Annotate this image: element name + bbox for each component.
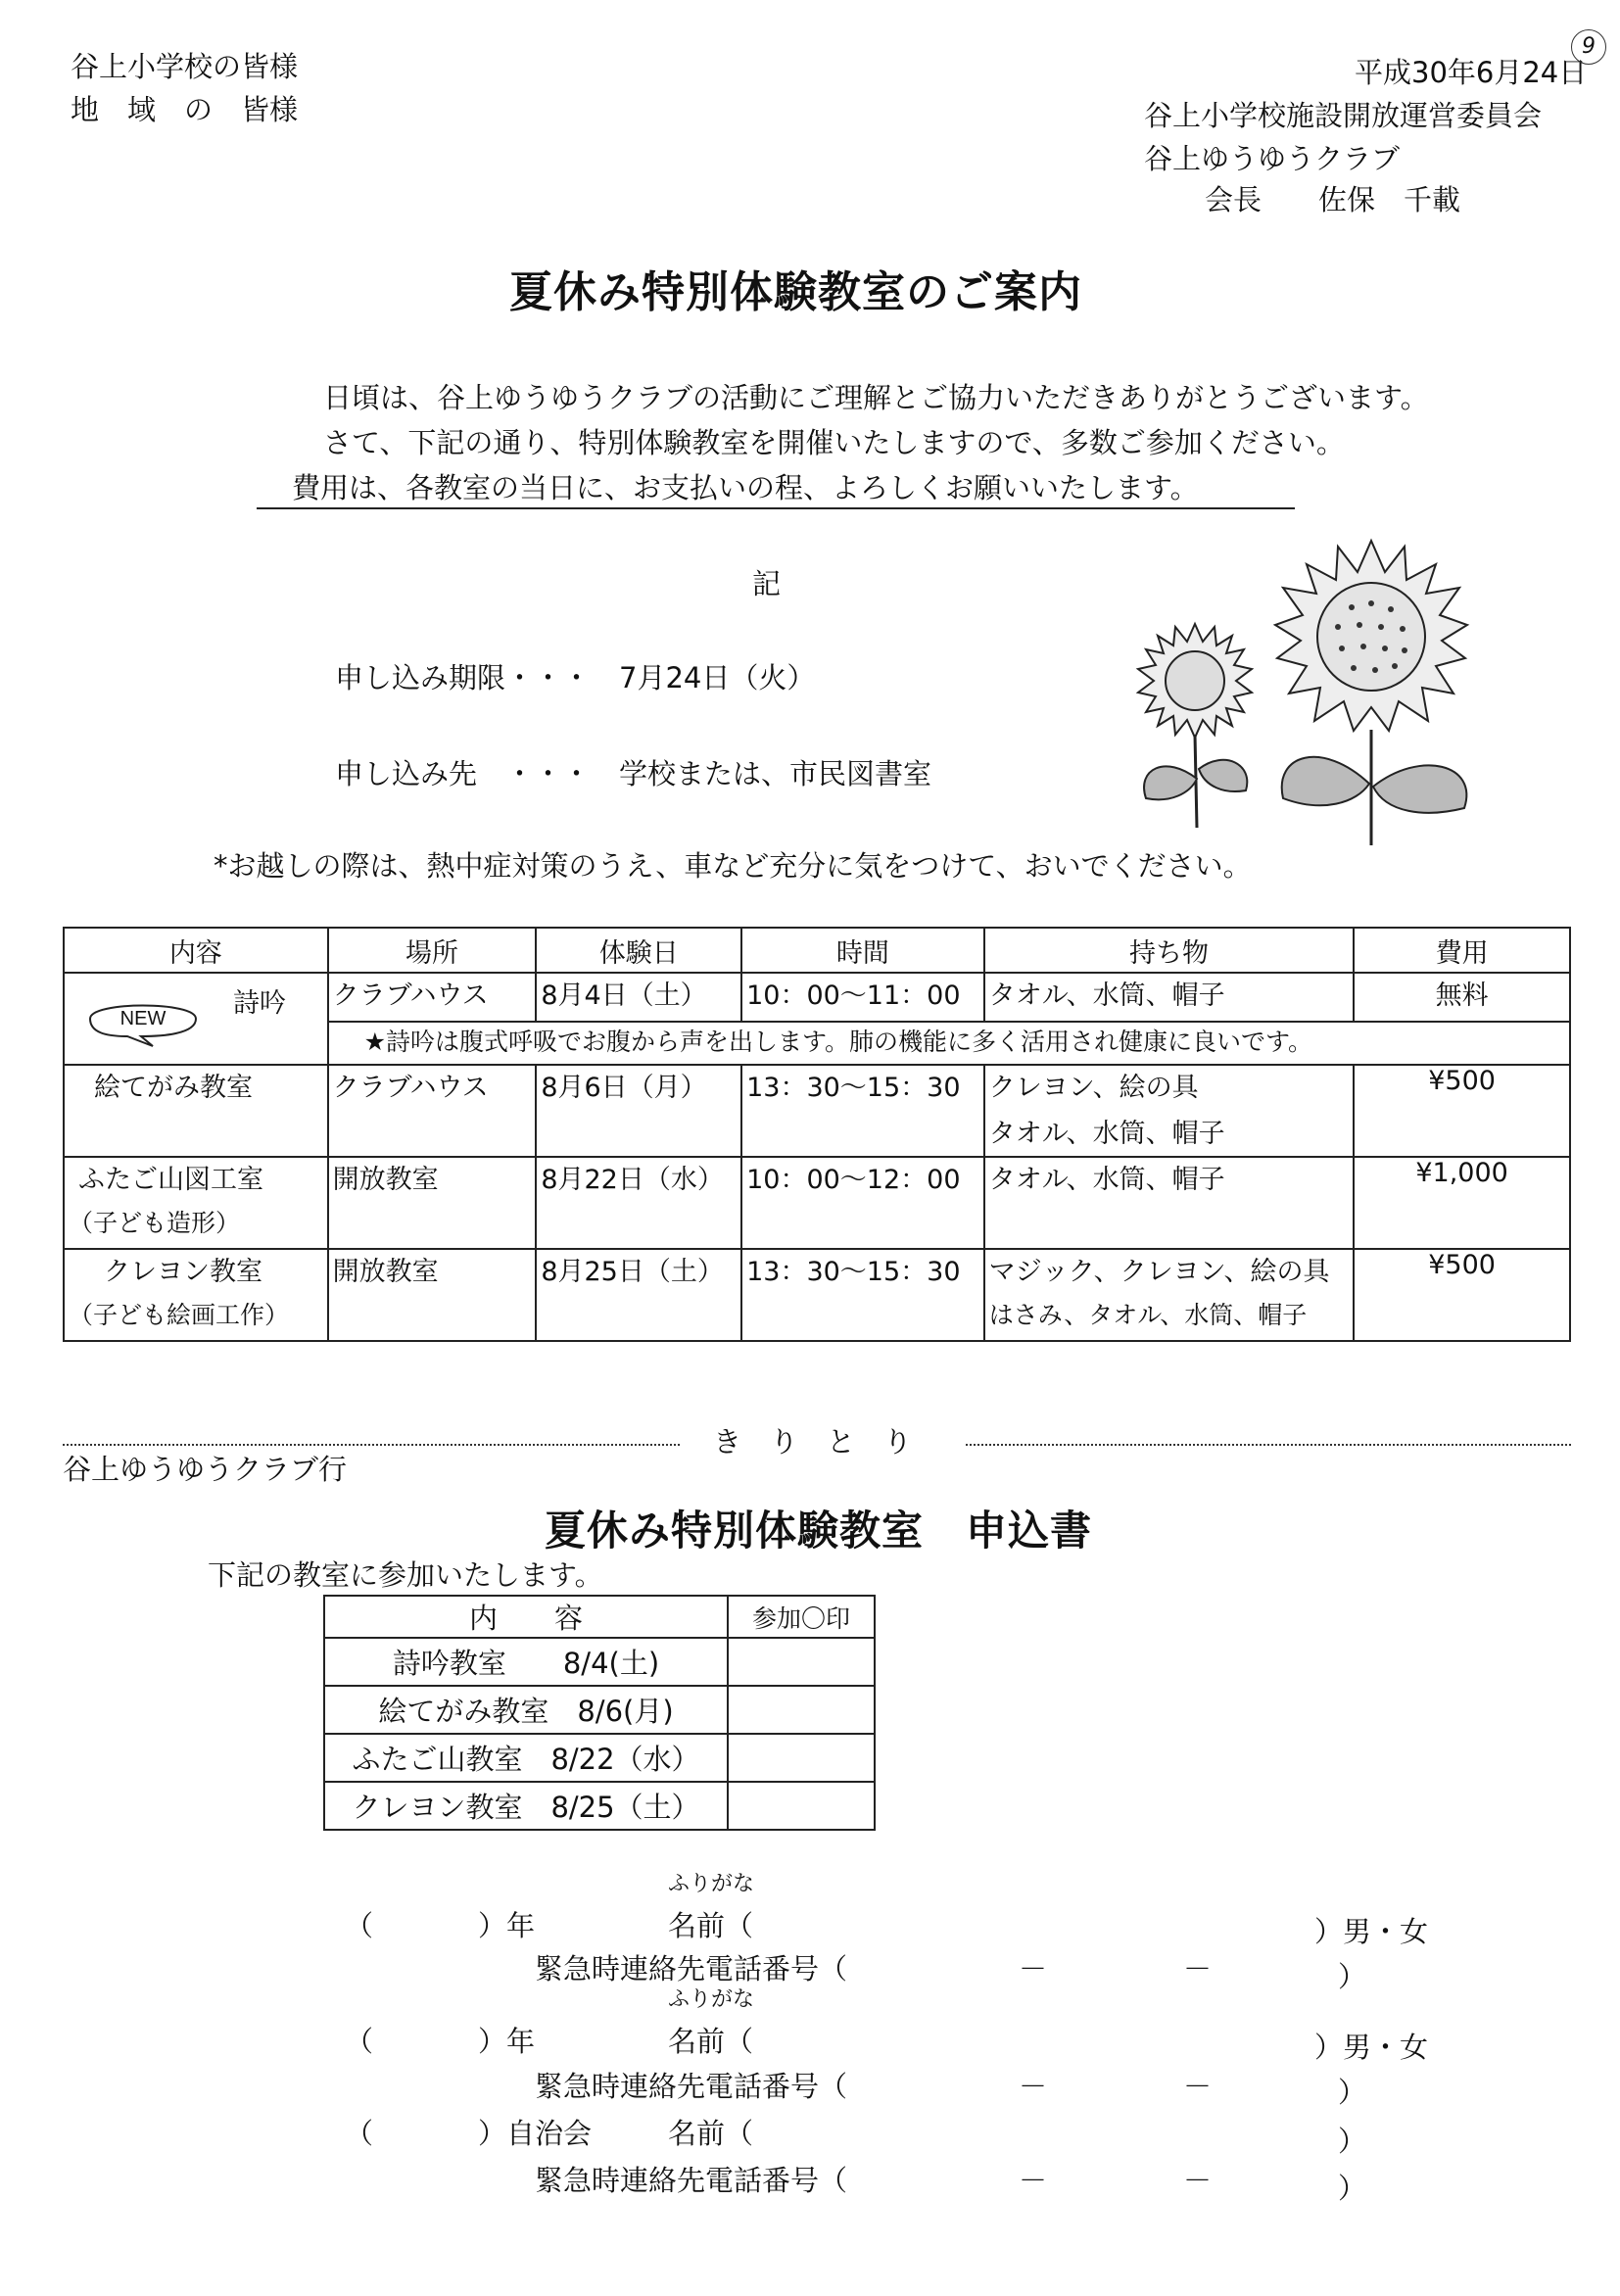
name-label-3: 名前（	[668, 2117, 754, 2150]
row3-name-line1: ふたご山図工室	[78, 1165, 263, 1195]
intro-line-3: 費用は、各教室の当日に、お支払いの程、よろしくお願いいたします。	[292, 471, 1199, 504]
table-row	[64, 1249, 1570, 1341]
cut-line-left	[63, 1444, 680, 1446]
row2-items-line2: タオル、水筒、帽子	[988, 1119, 1225, 1149]
grade-close-1: ）年	[478, 1909, 536, 1942]
row4-name-line1: クレヨン教室	[104, 1257, 262, 1287]
row4-fee: ¥500	[1354, 1249, 1570, 1341]
row2-place: クラブハウス	[328, 1065, 537, 1157]
phone-dash-3b: －	[1183, 2164, 1213, 2197]
row1-items: タオル、水筒、帽子	[984, 973, 1354, 1022]
sender-club: 谷上ゆうゆうクラブ	[1144, 142, 1401, 175]
form-mark-etegami[interactable]	[728, 1686, 875, 1734]
row3-name-line2: （子ども造形）	[69, 1209, 241, 1237]
cut-line-label: き り と り	[713, 1425, 913, 1459]
form-addressee: 谷上ゆうゆうクラブ行	[63, 1453, 348, 1486]
row2-items	[984, 1065, 1354, 1157]
form-col-content: 内 容	[324, 1596, 728, 1638]
phone-label-2: 緊急時連絡先電話番号（	[535, 2070, 848, 2103]
grade-open-1: （	[345, 1909, 374, 1942]
apply-to: 申し込み先 ・・・ 学校または、市民図書室	[335, 757, 932, 790]
form-lead: 下記の教室に参加いたします。	[208, 1558, 603, 1592]
header-items: 持ち物	[984, 928, 1354, 973]
intro-line-2: さて、下記の通り、特別体験教室を開催いたしますので、多数ご参加ください。	[323, 426, 1345, 459]
row3-time: 10：00～12：00	[741, 1157, 984, 1249]
grade-open-2: （	[345, 2025, 374, 2058]
phone-label-1: 緊急時連絡先電話番号（	[535, 1952, 848, 1985]
name-label-2: 名前（	[668, 2025, 754, 2058]
addressee-community: 地 域 の 皆様	[71, 93, 299, 126]
form-header-row	[324, 1596, 875, 1638]
jichikai-close: ）自治会	[478, 2117, 593, 2150]
form-row	[324, 1638, 875, 1686]
gender-2: ）男・女	[1314, 2031, 1429, 2064]
row4-name-line2: （子ども絵画工作）	[69, 1301, 290, 1329]
ki-label: 記	[752, 567, 782, 600]
header-fee: 費用	[1354, 928, 1570, 973]
row2-fee: ¥500	[1354, 1065, 1570, 1157]
row1-date: 8月4日（土）	[536, 973, 741, 1022]
sender-chair: 会長 佐保 千載	[1205, 183, 1461, 216]
row4-items-line2: はさみ、タオル、水筒、帽子	[988, 1301, 1308, 1329]
phone-dash-2a: －	[1019, 2070, 1048, 2103]
phone-dash-1b: －	[1183, 1952, 1213, 1985]
gender-1: ）男・女	[1314, 1915, 1429, 1948]
form-mark-crayon[interactable]	[728, 1782, 875, 1830]
form-title: 夏休み特別体験教室 申込書	[545, 1507, 1093, 1555]
header-place: 場所	[328, 928, 537, 973]
row2-items-line1: クレヨン、絵の具	[988, 1073, 1199, 1103]
row4-name	[64, 1249, 328, 1341]
row3-name	[64, 1157, 328, 1249]
new-badge-bubble	[82, 993, 204, 1048]
deadline: 申し込み期限・・・ 7月24日（火）	[335, 661, 816, 694]
table-row	[64, 973, 1570, 1022]
form-row	[324, 1686, 875, 1734]
row1-content	[64, 973, 328, 1065]
form-row	[324, 1734, 875, 1782]
form-mark-futagoyama[interactable]	[728, 1734, 875, 1782]
phone-dash-3a: －	[1019, 2164, 1048, 2197]
row4-time: 13：30～15：30	[741, 1249, 984, 1341]
row2-name: 絵てがみ教室	[64, 1065, 328, 1157]
furigana-label-1: ふりがな	[668, 1872, 755, 1896]
page-number-mark: 9	[1571, 29, 1606, 65]
form-mark-shigin[interactable]	[728, 1638, 875, 1686]
row4-place: 開放教室	[328, 1249, 537, 1341]
caution-note: *お越しの際は、熱中症対策のうえ、車など充分に気をつけて、おいでください。	[214, 849, 1252, 883]
schedule-table	[63, 927, 1571, 1342]
name-close-3: ）	[1338, 2125, 1367, 2158]
furigana-label-2: ふりがな	[668, 1987, 755, 2012]
row3-date: 8月22日（水）	[536, 1157, 741, 1249]
cut-line-right	[966, 1444, 1571, 1446]
row4-items	[984, 1249, 1354, 1341]
grade-close-2: ）年	[478, 2025, 536, 2058]
form-row-shigin: 詩吟教室 8/4(土)	[324, 1638, 728, 1686]
header-date: 体験日	[536, 928, 741, 973]
row4-date: 8月25日（土）	[536, 1249, 741, 1341]
page-title: 夏休み特別体験教室のご案内	[509, 267, 1082, 317]
form-row-crayon: クレヨン教室 8/25（土）	[324, 1782, 728, 1830]
table-header-row	[64, 928, 1570, 973]
row2-date: 8月6日（月）	[536, 1065, 741, 1157]
sender-committee: 谷上小学校施設開放運営委員会	[1144, 99, 1543, 132]
row2-time: 13：30～15：30	[741, 1065, 984, 1157]
intro-line-1: 日頃は、谷上ゆうゆうクラブの活動にご理解とご協力いただきありがとうございます。	[323, 381, 1429, 414]
header-content: 内容	[64, 928, 328, 973]
phone-close-2: ）	[1338, 2076, 1367, 2109]
participation-table	[323, 1595, 876, 1831]
row3-fee: ¥1,000	[1354, 1157, 1570, 1249]
jichikai-open: （	[345, 2117, 374, 2150]
issue-date: 平成30年6月24日	[1355, 56, 1588, 89]
underline	[257, 507, 1295, 509]
row4-items-line1: マジック、クレヨン、絵の具	[988, 1257, 1330, 1287]
table-row	[64, 1065, 1570, 1157]
row3-place: 開放教室	[328, 1157, 537, 1249]
table-row	[64, 1157, 1570, 1249]
phone-close-3: ）	[1338, 2172, 1367, 2205]
row1-time: 10：00～11：00	[741, 973, 984, 1022]
form-col-mark: 参加〇印	[728, 1596, 875, 1638]
phone-dash-1a: －	[1019, 1952, 1048, 1985]
row1-fee: 無料	[1354, 973, 1570, 1022]
form-row-futagoyama: ふたご山教室 8/22（水）	[324, 1734, 728, 1782]
form-row	[324, 1782, 875, 1830]
row3-items: タオル、水筒、帽子	[984, 1157, 1354, 1249]
form-row-etegami: 絵てがみ教室 8/6(月)	[324, 1686, 728, 1734]
row1-place: クラブハウス	[328, 973, 537, 1022]
row1-remark: ★詩吟は腹式呼吸でお腹から声を出します。肺の機能に多く活用され健康に良いです。	[328, 1022, 1570, 1065]
phone-label-3: 緊急時連絡先電話番号（	[535, 2164, 848, 2197]
phone-close-1: ）	[1338, 1960, 1367, 1993]
phone-dash-2b: －	[1183, 2070, 1213, 2103]
new-badge-label: NEW	[119, 1008, 167, 1029]
header-time: 時間	[741, 928, 984, 973]
addressee-students: 谷上小学校の皆様	[71, 50, 299, 83]
name-label-1: 名前（	[668, 1909, 754, 1942]
sunflower-illustration	[1126, 534, 1518, 847]
row1-name: 詩吟	[233, 988, 286, 1019]
